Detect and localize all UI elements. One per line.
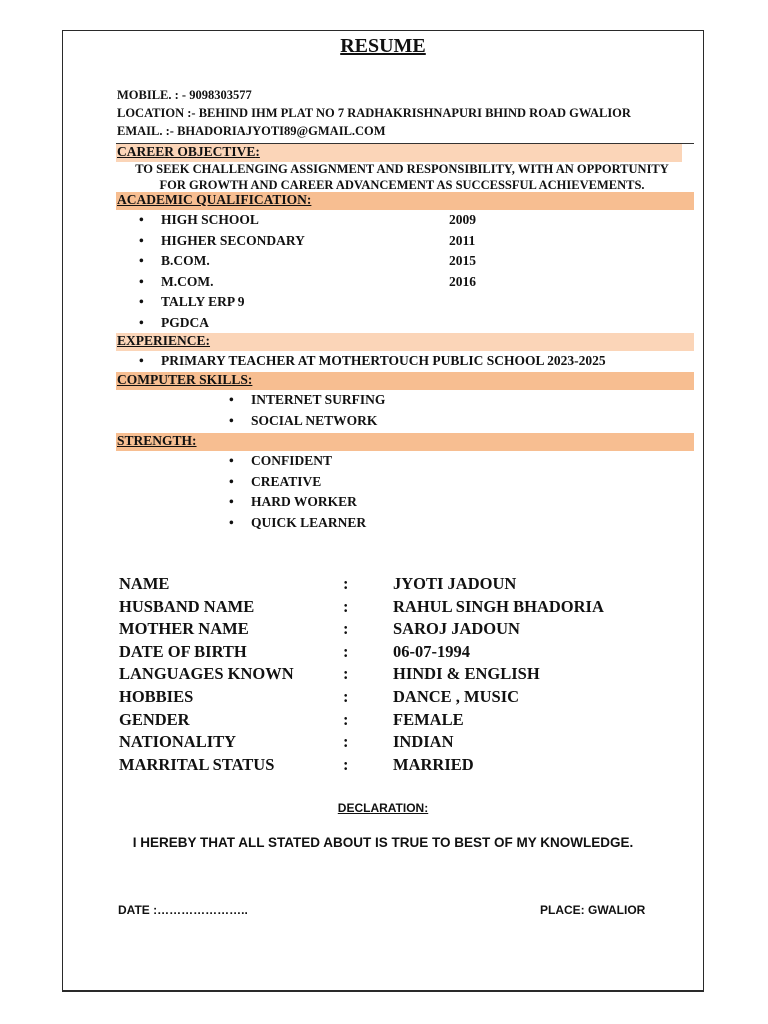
- detail-value: SAROJ JADOUN: [393, 619, 520, 639]
- academic-item: • HIGHER SECONDARY 2011: [161, 231, 305, 252]
- career-objective-heading: CAREER OBJECTIVE:: [117, 144, 260, 159]
- declaration-heading: DECLARATION:: [337, 801, 429, 815]
- academic-year: 2015: [449, 253, 476, 268]
- resume-title: RESUME: [340, 35, 426, 57]
- academic-year: 2009: [449, 212, 476, 227]
- strength-band: [116, 433, 694, 451]
- personal-details-table: [119, 573, 604, 776]
- experience-list: [161, 351, 606, 372]
- date-field: DATE :…………………..: [118, 903, 248, 917]
- resume-page: [62, 30, 704, 992]
- career-objective-line-1: TO SEEK CHALLENGING ASSIGNMENT AND RESPONSIBILITY, WITH AN OPPORTUNITY: [135, 162, 669, 176]
- strength-item: • CONFIDENT: [251, 451, 366, 472]
- strength-heading: STRENGTH:: [117, 433, 197, 448]
- detail-value: RAHUL SINGH BHADORIA: [393, 596, 604, 616]
- academic-item: • TALLY ERP 9: [161, 292, 305, 313]
- detail-value: JYOTI JADOUN: [393, 574, 517, 593]
- academic-item: • HIGH SCHOOL 2009: [161, 210, 305, 231]
- detail-value: DANCE , MUSIC: [393, 686, 520, 706]
- detail-row-nationality: [119, 731, 604, 754]
- academic-item: • M.COM. 2016: [161, 272, 305, 293]
- detail-label: NAME: [119, 574, 170, 593]
- skill-item: • SOCIAL NETWORK: [251, 411, 385, 432]
- detail-row-mother-name: [119, 618, 604, 641]
- detail-value: HINDI & ENGLISH: [393, 664, 540, 684]
- skill-item: • INTERNET SURFING: [251, 390, 385, 411]
- detail-label: DATE OF BIRTH: [119, 641, 247, 661]
- academic-year: 2016: [449, 273, 476, 289]
- email-line: EMAIL. :- BHADORIAJYOTI89@GMAIL.COM: [117, 124, 386, 138]
- career-objective-text: [117, 162, 687, 193]
- computer-skills-list: [251, 390, 385, 431]
- detail-label: MARRITAL STATUS: [119, 754, 275, 774]
- academic-item: • B.COM. 2015: [161, 251, 305, 272]
- detail-value: 06-07-1994: [393, 641, 470, 661]
- detail-colon: :: [343, 686, 349, 706]
- detail-row-languages: [119, 663, 604, 686]
- academic-item: • PGDCA: [161, 313, 305, 334]
- mobile-line: MOBILE. : - 9098303577: [117, 88, 252, 102]
- detail-colon: :: [343, 619, 349, 639]
- detail-colon: :: [343, 574, 349, 593]
- experience-item: • PRIMARY TEACHER AT MOTHERTOUCH PUBLIC SCHOOL 2023-2025: [161, 351, 606, 372]
- detail-label: LANGUAGES KNOWN: [119, 664, 294, 684]
- detail-colon: :: [343, 709, 349, 729]
- detail-label: HUSBAND NAME: [119, 596, 255, 616]
- detail-row-hobbies: [119, 686, 604, 709]
- strength-item: • QUICK LEARNER: [251, 513, 366, 534]
- academic-list: [161, 210, 476, 333]
- detail-row-date-of-birth: [119, 641, 604, 664]
- detail-value: FEMALE: [393, 709, 464, 729]
- detail-label: HOBBIES: [119, 686, 194, 706]
- detail-label: MOTHER NAME: [119, 619, 249, 639]
- place-field: PLACE: GWALIOR: [540, 903, 646, 917]
- detail-colon: :: [343, 732, 349, 752]
- detail-row-name: [119, 573, 604, 596]
- detail-colon: :: [343, 596, 349, 616]
- detail-row-husband-name: [119, 596, 604, 619]
- detail-row-marital-status: [119, 754, 604, 777]
- detail-colon: :: [343, 754, 349, 774]
- detail-value: INDIAN: [393, 732, 454, 752]
- detail-row-gender: [119, 709, 604, 732]
- strength-list: [251, 451, 366, 533]
- detail-label: NATIONALITY: [119, 732, 237, 752]
- detail-value: MARRIED: [393, 754, 474, 774]
- computer-skills-heading: COMPUTER SKILLS:: [117, 372, 253, 387]
- declaration-text: I HEREBY THAT ALL STATED ABOUT IS TRUE TO BEST OF MY KNOWLEDGE.: [132, 835, 634, 850]
- detail-colon: :: [343, 641, 349, 661]
- experience-heading: EXPERIENCE:: [117, 333, 211, 348]
- strength-item: • CREATIVE: [251, 472, 366, 493]
- academic-qualification-heading: ACADEMIC QUALIFICATION:: [117, 192, 312, 207]
- strength-item: • HARD WORKER: [251, 492, 366, 513]
- detail-label: GENDER: [119, 709, 190, 729]
- career-objective-line-2: FOR GROWTH AND CAREER ADVANCEMENT AS SUCCESSFUL ACHIEVEMENTS.: [159, 177, 645, 192]
- location-line: LOCATION :- BEHIND IHM PLAT NO 7 RADHAKRISHNAPURI BHIND ROAD GWALIOR: [117, 106, 631, 120]
- detail-colon: :: [343, 664, 349, 684]
- academic-year: 2011: [449, 232, 476, 248]
